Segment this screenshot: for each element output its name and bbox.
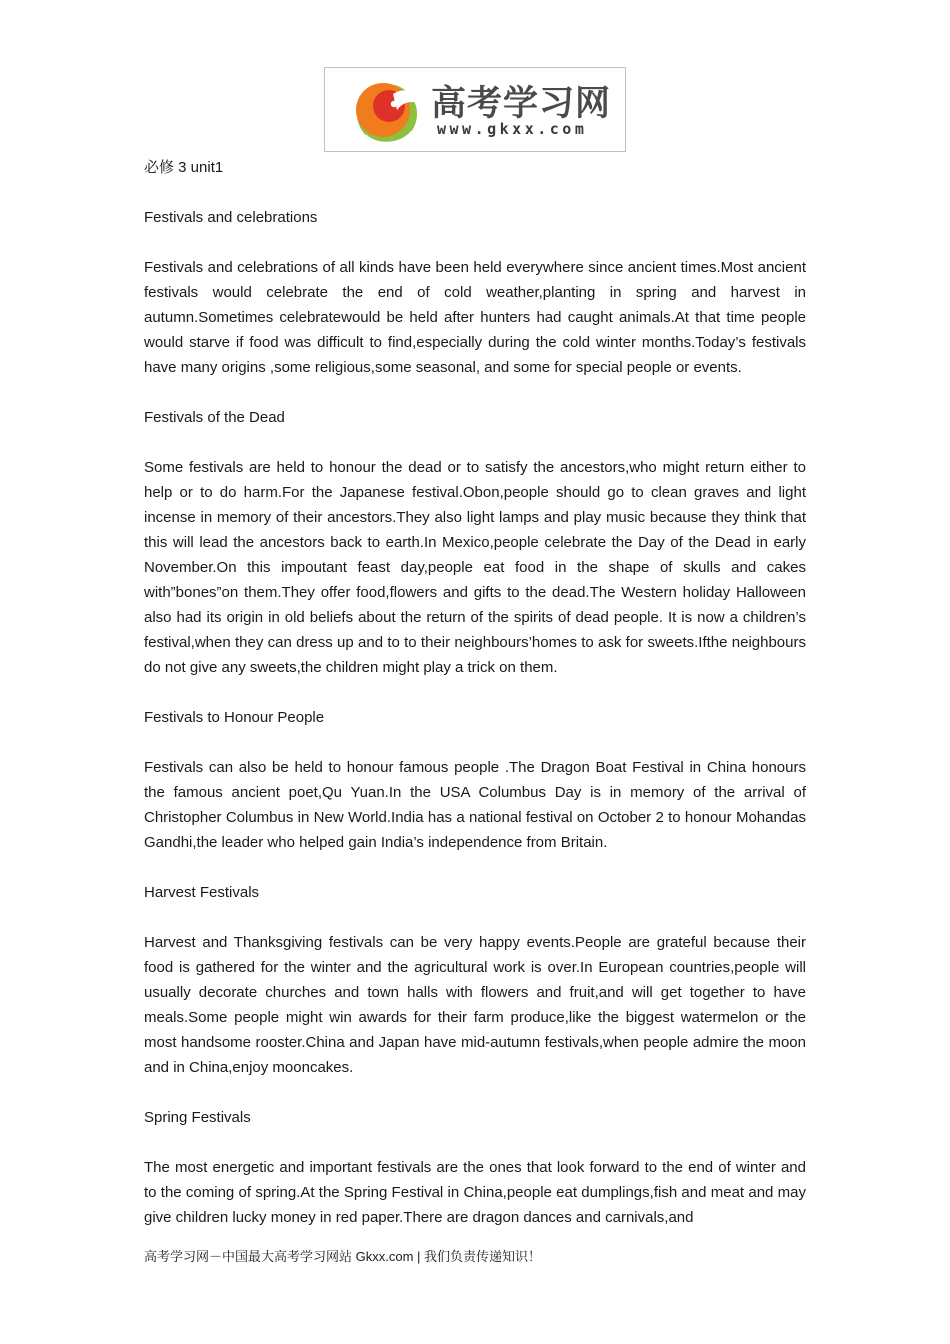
site-logo[interactable] bbox=[324, 67, 626, 152]
logo-title: 高考学习网 bbox=[431, 84, 612, 124]
section-heading: Harvest Festivals bbox=[144, 884, 260, 901]
intro-paragraph: Festivals and celebrations of all kinds have been held everywhere since ancient times.Most ancient festivals would celebrate the end of cold weather,planting in spring and harvest in autumn.Sometimes celebratewould be held after hunters had caught animals.At that time people would starve if food was difficult to find,especially during the cold winter months.Today’s festivals have many origins ,some religious,some seasonal, and some for special people or events. bbox=[144, 259, 806, 376]
course-label: 必修 3 unit1 bbox=[144, 159, 224, 176]
section-heading: Festivals of the Dead bbox=[144, 409, 285, 426]
section-paragraph: Harvest and Thanksgiving festivals can be very happy events.People are grateful because their food is gathered for the winter and the agricultural work is over.In European countries,people will usually decorate churches and town halls with flowers and fruit,and will get together to have meals.Some people might win awards for their farm produce,like the biggest watermelon or the most handsome rooster.China and Japan have mid-autumn festivals,when people admire the moon and in China,enjoy mooncakes. bbox=[144, 934, 806, 1076]
page-footer: 高考学习网－中国最大高考学习网站 Gkxx.com | 我们负责传递知识！ bbox=[144, 1249, 541, 1264]
document-title: Festivals and celebrations bbox=[144, 209, 318, 226]
document-body bbox=[144, 155, 806, 1255]
section-heading: Spring Festivals bbox=[144, 1109, 251, 1126]
section-heading: Festivals to Honour People bbox=[144, 709, 325, 726]
section-paragraph: Some festivals are held to honour the dead or to satisfy the ancestors,who might return either to help or to do harm.For the Japanese festival.Obon,people should go to clean graves and light incense in memory of their ancestors.They also light lamps and play music because they think that this will lead the ancestors back to earth.In Mexico,people celebrate the Day of the Dead in early November.On this impoutant feast day,people eat food in the shape of skulls and cakes with”bones”on them.They offer food,flowers and gifts to the dead.The Western holiday Halloween also had its origin in old beliefs about the return of the spirits of dead people. It is now a children’s festival,when they can dress up and to to their neighbours’homes to ask for sweets.Ifthe neighbours do not give any sweets,the children might play a trick on them. bbox=[144, 459, 806, 676]
logo-emblem-icon bbox=[345, 70, 429, 150]
section-paragraph: The most energetic and important festivals are the ones that look forward to the end of winter and to the coming of spring.At the Spring Festival in China,people eat dumplings,fish and meat and may give children lucky money in red paper.There are dragon dances and carnivals,and bbox=[144, 1159, 806, 1226]
logo-url[interactable]: www.gkxx.com bbox=[437, 120, 588, 138]
section-paragraph: Festivals can also be held to honour famous people .The Dragon Boat Festival in China honours the famous ancient poet,Qu Yuan.In the USA Columbus Day is in memory of the arrival of Christopher Columbus in New World.India has a national festival on October 2 to honour Mohandas Gandhi,the leader who helped gain India’s independence from Britain. bbox=[144, 759, 806, 851]
